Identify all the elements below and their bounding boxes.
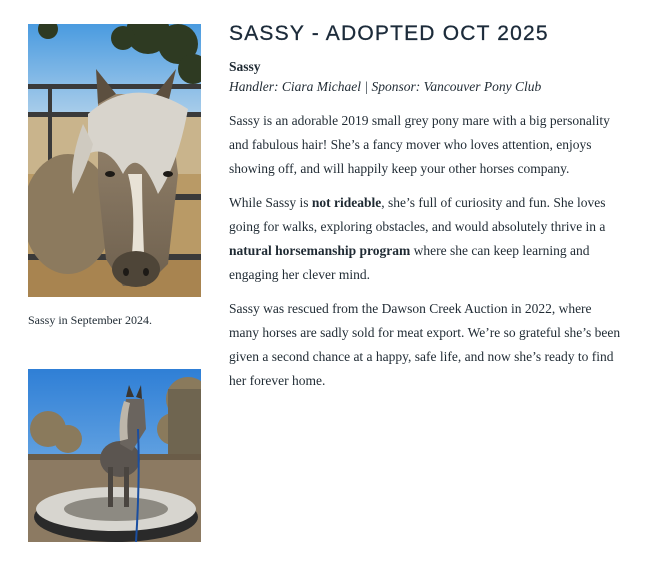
text-segment: While Sassy is [229, 195, 312, 210]
description-paragraph-1: Sassy is an adorable 2019 small grey pony mare with a big personality and fabulous hair! She’s a fancy mover who loves attention, enjoys showing off, and will happily keep your other horses company. [229, 113, 610, 176]
pony-on-tire-photo [28, 369, 201, 542]
pony-portrait-photo [28, 24, 201, 297]
pony-name: Sassy [229, 59, 261, 74]
page-title: SASSY - ADOPTED OCT 2025 [229, 22, 549, 45]
description-paragraph-2 [229, 191, 621, 287]
description-paragraph-3: Sassy was rescued from the Dawson Creek Auction in 2022, where many horses are sadly sold for meat export. We’re so grateful she’s been given a second chance at a happy, safe life, and now she’s ready to find her forever home. [229, 301, 621, 388]
photo-caption: Sassy in September 2024. [28, 313, 152, 327]
bold-text-not-rideable: not rideable [311, 195, 382, 210]
text-segment: where she can keep learning and engaging her clever mind. [229, 243, 590, 282]
bold-text-horsemanship: natural horsemanship program [229, 243, 411, 258]
handler-sponsor-line: Handler: Ciara Michael | Sponsor: Vancouver Pony Club [229, 79, 542, 94]
profile-content [229, 22, 621, 403]
text-segment: , she’s full of curiosity and fun. She loves going for walks, exploring obstacles, and would absolutely thrive in a [229, 195, 606, 234]
